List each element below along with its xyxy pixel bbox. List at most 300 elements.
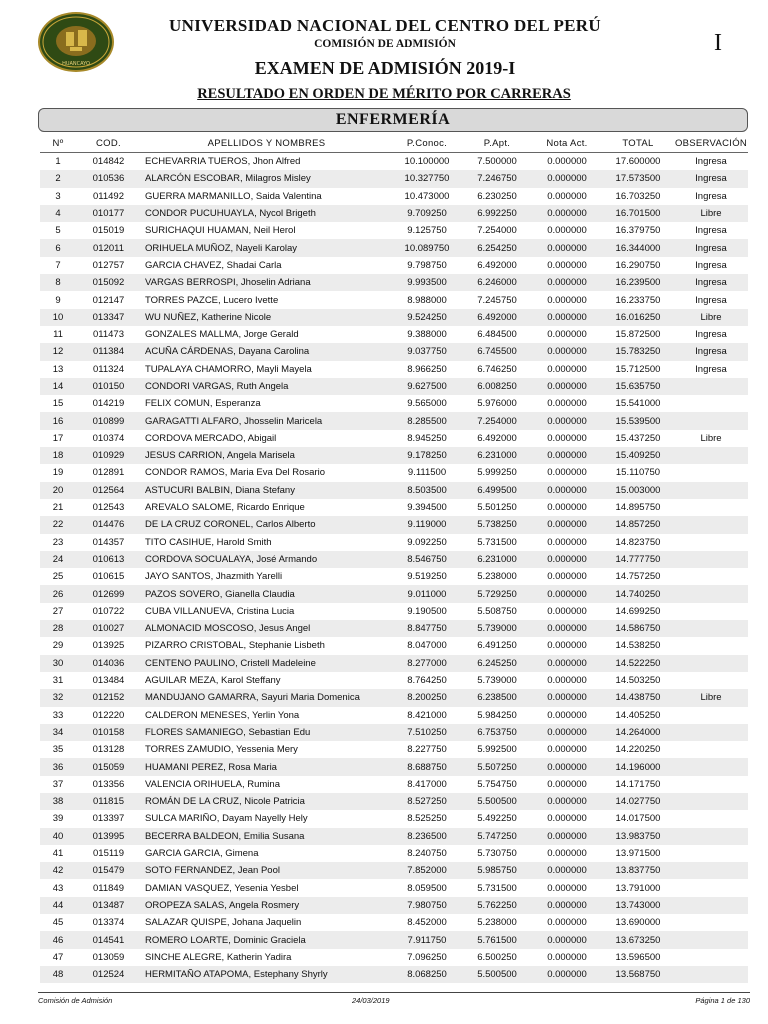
cell-aptitude: 5.731500 <box>477 536 517 548</box>
cell-observation: Ingresa <box>695 259 727 271</box>
table-row <box>40 931 748 948</box>
cell-observation <box>674 499 748 516</box>
cell-activity: 0.000000 <box>532 758 602 775</box>
cell-activity: 0.000000 <box>532 309 602 326</box>
table-row <box>40 291 748 308</box>
cell-activity: 0.000000 <box>547 398 587 410</box>
cell-number: 7 <box>55 259 61 271</box>
career-banner: ENFERMERÍA <box>38 108 748 132</box>
cell-aptitude: 5.500500 <box>462 966 532 983</box>
cell-name: AREVALO SALOME, Ricardo Enrique <box>145 502 305 514</box>
cell-knowledge: 9.092250 <box>407 536 447 548</box>
cell-name: FLORES SAMANIEGO, Sebastian Edu <box>141 724 392 741</box>
cell-aptitude: 6.492000 <box>462 309 532 326</box>
cell-observation <box>674 949 748 966</box>
cell-code: 011815 <box>76 793 141 810</box>
cell-activity: 0.000000 <box>532 551 602 568</box>
cell-number: 32 <box>40 689 76 706</box>
table-row <box>40 603 748 620</box>
cell-code: 015019 <box>92 225 125 237</box>
table-row <box>40 655 748 672</box>
cell-name: ECHEVARRIA TUEROS, Jhon Alfred <box>145 156 301 168</box>
cell-name: TORRES ZAMUDIO, Yessenia Mery <box>145 744 298 756</box>
cell-total: 14.757250 <box>615 571 661 583</box>
cell-code: 014476 <box>76 516 141 533</box>
cell-name: CORDOVA SOCUALAYA, José Armando <box>141 551 392 568</box>
cell-total: 14.740250 <box>602 585 674 602</box>
cell-total: 14.438750 <box>602 689 674 706</box>
cell-aptitude: 5.731500 <box>477 882 517 894</box>
cell-knowledge: 7.980750 <box>392 897 462 914</box>
cell-activity: 0.000000 <box>547 778 587 790</box>
cell-activity: 0.000000 <box>532 412 602 429</box>
cell-knowledge: 9.178250 <box>392 447 462 464</box>
table-row <box>40 239 748 256</box>
cell-observation <box>674 828 748 845</box>
cell-knowledge: 10.327750 <box>392 170 462 187</box>
cell-name: AGUILAR MEZA, Karol Steffany <box>145 675 281 687</box>
cell-number: 29 <box>52 640 64 652</box>
cell-number: 4 <box>40 205 76 222</box>
cell-observation: Ingresa <box>695 363 727 375</box>
cell-name: HERMITAÑO ATAPOMA, Estephany Shyrly <box>141 966 392 983</box>
cell-observation: Libre <box>674 689 748 706</box>
cell-code: 015092 <box>76 274 141 291</box>
cell-name: CUBA VILLANUEVA, Cristina Lucia <box>145 605 295 617</box>
cell-aptitude: 7.245750 <box>477 294 517 306</box>
cell-knowledge: 8.417000 <box>407 778 447 790</box>
table-row <box>40 395 748 412</box>
cell-code: 014036 <box>76 655 141 672</box>
cell-code: 012564 <box>76 482 141 499</box>
cell-knowledge: 8.047000 <box>407 640 447 652</box>
cell-observation <box>674 412 748 429</box>
cell-name: TITO CASIHUE, Harold Smith <box>145 536 272 548</box>
table-row <box>40 758 748 775</box>
results-table <box>40 135 748 983</box>
table-row <box>40 551 748 568</box>
cell-activity: 0.000000 <box>547 571 587 583</box>
cell-total: 13.743000 <box>602 897 674 914</box>
cell-number: 45 <box>52 917 64 929</box>
cell-observation <box>674 845 748 862</box>
col-header-observation: OBSERVACIÓN <box>674 135 748 153</box>
table-row <box>40 343 748 360</box>
cell-activity: 0.000000 <box>547 640 587 652</box>
cell-name: HUAMANI PEREZ, Rosa Maria <box>141 758 392 775</box>
cell-code: 014357 <box>92 536 125 548</box>
cell-aptitude: 5.730750 <box>477 848 517 860</box>
cell-total: 13.791000 <box>615 882 661 894</box>
table-row <box>40 464 748 481</box>
cell-activity: 0.000000 <box>547 675 587 687</box>
cell-total: 14.857250 <box>602 516 674 533</box>
cell-knowledge: 8.227750 <box>407 744 447 756</box>
footer-page-number: Página 1 de 130 <box>695 996 750 1005</box>
cell-activity: 0.000000 <box>532 620 602 637</box>
cell-knowledge: 7.510250 <box>392 724 462 741</box>
cell-observation <box>674 741 748 758</box>
cell-activity: 0.000000 <box>532 793 602 810</box>
cell-aptitude: 7.254000 <box>462 412 532 429</box>
cell-name: VARGAS BERROSPI, Jhoselin Adriana <box>141 274 392 291</box>
cell-total: 15.003000 <box>602 482 674 499</box>
cell-aptitude: 5.992500 <box>477 744 517 756</box>
cell-activity: 0.000000 <box>547 605 587 617</box>
cell-activity: 0.000000 <box>532 862 602 879</box>
cell-knowledge: 7.911750 <box>392 931 462 948</box>
cell-code: 010158 <box>76 724 141 741</box>
cell-activity: 0.000000 <box>547 294 587 306</box>
cell-name: CORDOVA MERCADO, Abigail <box>145 432 277 444</box>
cell-activity: 0.000000 <box>532 516 602 533</box>
cell-knowledge: 9.524250 <box>392 309 462 326</box>
cell-code: 015059 <box>76 758 141 775</box>
cell-observation: Ingresa <box>695 156 727 168</box>
cell-knowledge: 9.190500 <box>407 605 447 617</box>
cell-number: 15 <box>52 398 64 410</box>
table-row <box>40 776 748 793</box>
cell-name: VALENCIA ORIHUELA, Rumina <box>145 778 280 790</box>
cell-activity: 0.000000 <box>547 502 587 514</box>
cell-name: SOTO FERNANDEZ, Jean Pool <box>141 862 392 879</box>
cell-name: ACUÑA CÁRDENAS, Dayana Carolina <box>141 343 392 360</box>
cell-name: BECERRA BALDEON, Emilia Susana <box>141 828 392 845</box>
cell-number: 19 <box>52 467 64 479</box>
cell-activity: 0.000000 <box>532 966 602 983</box>
cell-activity: 0.000000 <box>532 724 602 741</box>
col-header-names: APELLIDOS Y NOMBRES <box>141 135 392 153</box>
cell-total: 14.171750 <box>615 778 661 790</box>
cell-total: 16.701500 <box>602 205 674 222</box>
cell-knowledge: 8.277000 <box>392 655 462 672</box>
cell-name: MANDUJANO GAMARRA, Sayuri Maria Domenica <box>141 689 392 706</box>
cell-number: 44 <box>40 897 76 914</box>
cell-knowledge: 8.452000 <box>407 917 447 929</box>
cell-name: CENTENO PAULINO, Cristell Madeleine <box>141 655 392 672</box>
cell-activity: 0.000000 <box>532 897 602 914</box>
cell-code: 011849 <box>93 882 124 894</box>
cell-aptitude: 5.747250 <box>462 828 532 845</box>
cell-activity: 0.000000 <box>547 467 587 479</box>
cell-code: 010929 <box>76 447 141 464</box>
cell-name: CONDOR RAMOS, Maria Eva Del Rosario <box>145 467 326 479</box>
cell-aptitude: 6.492000 <box>477 259 517 271</box>
cell-total: 17.600000 <box>615 156 661 168</box>
cell-knowledge: 9.798750 <box>407 259 447 271</box>
cell-total: 14.895750 <box>615 502 661 514</box>
col-header-activity: Nota Act. <box>532 135 602 153</box>
table-row <box>40 257 748 274</box>
cell-activity: 0.000000 <box>547 259 587 271</box>
table-row <box>40 741 748 758</box>
footer-date: 24/03/2019 <box>352 996 390 1005</box>
cell-name: SALAZAR QUISPE, Johana Jaquelin <box>145 917 302 929</box>
cell-code: 010027 <box>76 620 141 637</box>
cell-knowledge: 8.688750 <box>392 758 462 775</box>
cell-aptitude: 5.507250 <box>462 758 532 775</box>
cell-knowledge: 8.945250 <box>407 432 447 444</box>
table-row <box>40 274 748 291</box>
cell-aptitude: 6.238500 <box>462 689 532 706</box>
cell-total: 15.541000 <box>615 398 661 410</box>
cell-code: 014541 <box>76 931 141 948</box>
cell-knowledge: 9.519250 <box>407 571 447 583</box>
cell-observation <box>674 707 748 724</box>
table-row <box>40 689 748 706</box>
cell-activity: 0.000000 <box>547 951 587 963</box>
cell-total: 15.409250 <box>602 447 674 464</box>
cell-total: 15.872500 <box>615 329 661 341</box>
cell-aptitude: 6.484500 <box>477 329 517 341</box>
cell-observation <box>674 551 748 568</box>
cell-knowledge: 10.473000 <box>404 190 450 202</box>
cell-activity: 0.000000 <box>532 447 602 464</box>
cell-aptitude: 5.761500 <box>462 931 532 948</box>
cell-knowledge: 8.966250 <box>407 363 447 375</box>
cell-number: 34 <box>40 724 76 741</box>
cell-code: 014219 <box>92 398 125 410</box>
cell-name: DE LA CRUZ CORONEL, Carlos Alberto <box>141 516 392 533</box>
cell-total: 16.379750 <box>615 225 661 237</box>
cell-knowledge: 9.111500 <box>407 467 447 479</box>
cell-observation <box>674 395 748 412</box>
cell-observation <box>674 672 748 689</box>
cell-code: 013347 <box>76 309 141 326</box>
cell-knowledge: 8.059500 <box>407 882 447 894</box>
cell-aptitude: 5.238000 <box>477 917 517 929</box>
cell-observation <box>674 620 748 637</box>
cell-knowledge: 8.285500 <box>392 412 462 429</box>
cell-number: 36 <box>40 758 76 775</box>
cell-observation: Libre <box>674 205 748 222</box>
cell-aptitude: 6.231000 <box>462 447 532 464</box>
table-row <box>40 879 748 896</box>
cell-observation: Ingresa <box>674 343 748 360</box>
result-title: RESULTADO EN ORDEN DE MÉRITO POR CARRERAS <box>197 86 571 102</box>
cell-number: 47 <box>52 951 64 963</box>
cell-activity: 0.000000 <box>547 190 587 202</box>
cell-code: 010374 <box>92 432 125 444</box>
cell-knowledge: 9.627500 <box>392 378 462 395</box>
cell-name: ROMERO LOARTE, Dominic Graciela <box>141 931 392 948</box>
cell-total: 16.290750 <box>615 259 661 271</box>
cell-observation <box>674 655 748 672</box>
cell-knowledge: 8.764250 <box>407 675 447 687</box>
cell-name: JAYO SANTOS, Jhazmith Yarelli <box>145 571 283 583</box>
table-row <box>40 188 748 205</box>
cell-knowledge: 9.993500 <box>392 274 462 291</box>
cell-code: 010722 <box>92 605 125 617</box>
col-header-number: Nº <box>40 135 76 153</box>
cell-observation: Libre <box>700 432 722 444</box>
cell-code: 014842 <box>92 156 125 168</box>
cell-observation: Ingresa <box>674 170 748 187</box>
cell-code: 013484 <box>92 675 125 687</box>
cell-aptitude: 5.976000 <box>477 398 517 410</box>
cell-code: 013128 <box>92 744 125 756</box>
cell-total: 14.017500 <box>615 813 661 825</box>
cell-observation <box>674 931 748 948</box>
cell-aptitude: 6.746250 <box>477 363 517 375</box>
cell-number: 40 <box>40 828 76 845</box>
table-row <box>40 914 748 931</box>
table-row <box>40 724 748 741</box>
col-header-code: COD. <box>76 135 141 153</box>
table-row <box>40 412 748 429</box>
table-row <box>40 707 748 724</box>
table-row <box>40 534 748 551</box>
cell-name: ALARCÓN ESCOBAR, Milagros Misley <box>141 170 392 187</box>
cell-aptitude: 5.739000 <box>462 620 532 637</box>
table-row <box>40 516 748 533</box>
section-numeral: I <box>714 30 722 56</box>
cell-aptitude: 7.500000 <box>477 156 517 168</box>
cell-number: 9 <box>55 294 61 306</box>
cell-name: ORIHUELA MUÑOZ, Nayeli Karolay <box>141 239 392 256</box>
cell-observation: Ingresa <box>695 329 727 341</box>
table-row <box>40 862 748 879</box>
cell-total: 15.635750 <box>602 378 674 395</box>
footer-commission: Comisión de Admisión <box>38 996 113 1005</box>
cell-aptitude: 5.985750 <box>462 862 532 879</box>
cell-total: 14.699250 <box>615 605 661 617</box>
cell-number: 26 <box>40 585 76 602</box>
cell-name: ASTUCURI BALBIN, Diana Stefany <box>141 482 392 499</box>
cell-observation: Ingresa <box>674 274 748 291</box>
cell-total: 15.712500 <box>615 363 661 375</box>
cell-name: TUPALAYA CHAMORRO, Mayli Mayela <box>145 363 312 375</box>
cell-observation <box>674 914 748 931</box>
cell-knowledge: 8.847750 <box>392 620 462 637</box>
cell-aptitude: 5.754750 <box>477 778 517 790</box>
cell-knowledge: 9.709250 <box>392 205 462 222</box>
cell-number: 30 <box>40 655 76 672</box>
cell-activity: 0.000000 <box>547 536 587 548</box>
cell-name: TORRES PAZCE, Lucero Ivette <box>145 294 279 306</box>
cell-total: 14.777750 <box>602 551 674 568</box>
cell-activity: 0.000000 <box>532 482 602 499</box>
cell-knowledge: 9.119000 <box>392 516 462 533</box>
cell-aptitude: 7.246750 <box>462 170 532 187</box>
exam-title: EXAMEN DE ADMISIÓN 2019-I <box>254 58 516 78</box>
cell-activity: 0.000000 <box>547 156 587 168</box>
cell-name: CALDERON MENESES, Yerlin Yona <box>145 709 300 721</box>
cell-number: 2 <box>40 170 76 187</box>
cell-aptitude: 5.762250 <box>462 897 532 914</box>
cell-name: GARCIA GARCIA, Gimena <box>145 848 259 860</box>
cell-activity: 0.000000 <box>532 343 602 360</box>
cell-total: 13.983750 <box>602 828 674 845</box>
cell-activity: 0.000000 <box>547 329 587 341</box>
cell-total: 16.233750 <box>615 294 661 306</box>
cell-code: 013059 <box>92 951 125 963</box>
col-header-total: TOTAL <box>602 135 674 153</box>
cell-code: 010536 <box>76 170 141 187</box>
cell-code: 012152 <box>76 689 141 706</box>
cell-code: 013995 <box>76 828 141 845</box>
commission-title: COMISIÓN DE ADMISIÓN <box>314 38 456 50</box>
cell-knowledge: 9.394500 <box>407 502 447 514</box>
cell-knowledge: 8.236500 <box>392 828 462 845</box>
cell-name: CONDORI VARGAS, Ruth Angela <box>141 378 392 395</box>
cell-observation <box>674 464 748 481</box>
cell-aptitude: 6.254250 <box>462 239 532 256</box>
cell-number: 10 <box>40 309 76 326</box>
table-row <box>40 482 748 499</box>
cell-total: 16.344000 <box>602 239 674 256</box>
cell-observation <box>674 585 748 602</box>
cell-observation: Ingresa <box>695 294 727 306</box>
cell-knowledge: 7.852000 <box>392 862 462 879</box>
table-row <box>40 361 748 378</box>
cell-knowledge: 10.089750 <box>392 239 462 256</box>
cell-activity: 0.000000 <box>532 205 602 222</box>
cell-number: 1 <box>55 156 61 168</box>
cell-observation <box>674 758 748 775</box>
cell-name: ROMÁN DE LA CRUZ, Nicole Patricia <box>141 793 392 810</box>
cell-total: 17.573500 <box>602 170 674 187</box>
cell-total: 14.823750 <box>615 536 661 548</box>
cell-number: 8 <box>40 274 76 291</box>
table-row <box>40 326 748 343</box>
cell-total: 16.239500 <box>602 274 674 291</box>
table-header-row <box>40 135 748 153</box>
cell-name: DAMIAN VASQUEZ, Yesenia Yesbel <box>145 882 299 894</box>
cell-number: 13 <box>52 363 64 375</box>
col-header-knowledge: P.Conoc. <box>392 135 462 153</box>
cell-code: 012011 <box>76 239 141 256</box>
cell-observation <box>674 568 748 585</box>
cell-name: GARCIA CHAVEZ, Shadai Carla <box>145 259 282 271</box>
cell-activity: 0.000000 <box>532 655 602 672</box>
cell-activity: 0.000000 <box>547 813 587 825</box>
cell-name: CONDOR PUCUHUAYLA, Nycol Brigeth <box>141 205 392 222</box>
cell-activity: 0.000000 <box>532 274 602 291</box>
table-row <box>40 810 748 827</box>
table-row <box>40 897 748 914</box>
cell-activity: 0.000000 <box>547 709 587 721</box>
cell-name: PIZARRO CRISTOBAL, Stephanie Lisbeth <box>145 640 325 652</box>
cell-aptitude: 5.500500 <box>462 793 532 810</box>
cell-total: 15.539500 <box>602 412 674 429</box>
cell-observation <box>674 637 748 654</box>
cell-knowledge: 8.988000 <box>407 294 447 306</box>
table-row <box>40 309 748 326</box>
table-row <box>40 585 748 602</box>
table-row <box>40 499 748 516</box>
cell-aptitude: 6.230250 <box>477 190 517 202</box>
cell-number: 3 <box>55 190 61 202</box>
cell-number: 14 <box>40 378 76 395</box>
cell-aptitude: 6.245250 <box>462 655 532 672</box>
cell-aptitude: 5.501250 <box>477 502 517 514</box>
cell-total: 16.703250 <box>615 190 661 202</box>
cell-total: 13.690000 <box>615 917 661 929</box>
cell-observation <box>674 378 748 395</box>
cell-knowledge: 9.125750 <box>407 225 447 237</box>
cell-total: 14.220250 <box>615 744 661 756</box>
cell-number: 11 <box>53 329 63 341</box>
cell-knowledge: 8.546750 <box>392 551 462 568</box>
cell-number: 16 <box>40 412 76 429</box>
cell-name: PAZOS SOVERO, Gianella Claudia <box>141 585 392 602</box>
cell-observation: Ingresa <box>674 239 748 256</box>
cell-number: 39 <box>52 813 64 825</box>
cell-number: 23 <box>52 536 64 548</box>
cell-activity: 0.000000 <box>547 917 587 929</box>
cell-number: 41 <box>52 848 64 860</box>
